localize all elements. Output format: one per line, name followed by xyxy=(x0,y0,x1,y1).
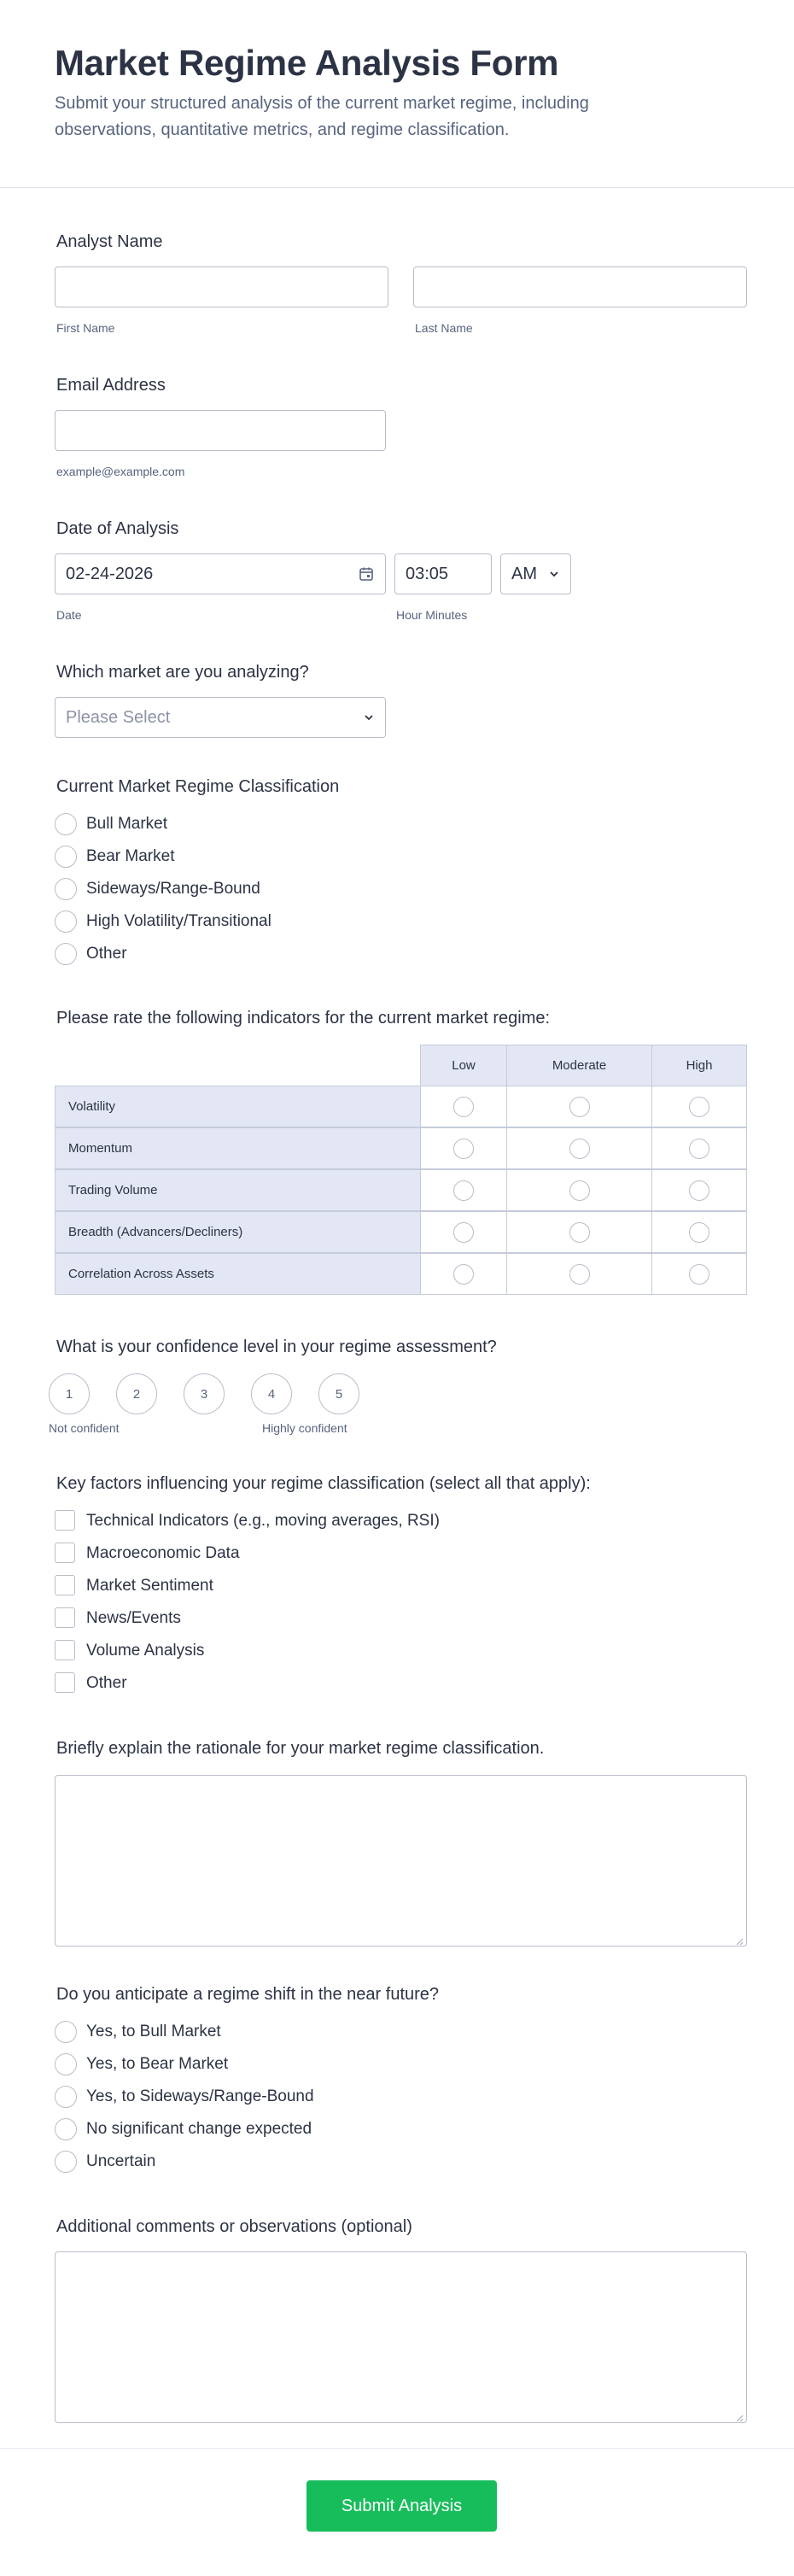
matrix-cell[interactable] xyxy=(651,1086,747,1127)
radio-button[interactable] xyxy=(453,1139,474,1159)
matrix-cell[interactable] xyxy=(506,1169,652,1211)
radio-button[interactable] xyxy=(569,1139,590,1159)
resize-handle-icon[interactable] xyxy=(735,2411,744,2420)
matrix-cell[interactable] xyxy=(651,1253,747,1295)
matrix-cell[interactable] xyxy=(651,1169,747,1211)
indicator-matrix xyxy=(55,1045,747,1300)
regime-option-label: Sideways/Range-Bound xyxy=(86,880,260,898)
matrix-col-low: Low xyxy=(420,1045,507,1086)
radio-button[interactable] xyxy=(55,943,77,965)
date-value: 02-24-2026 xyxy=(66,565,154,583)
scale-option-2[interactable]: 2 xyxy=(116,1373,157,1414)
radio-button[interactable] xyxy=(689,1264,709,1285)
time-sublabel: Hour Minutes xyxy=(396,608,468,622)
radio-button[interactable] xyxy=(55,910,77,933)
shift-label: Do you anticipate a regime shift in the near future? xyxy=(56,1985,440,2004)
radio-button[interactable] xyxy=(55,2118,77,2140)
first-name-sublabel: First Name xyxy=(56,321,115,335)
radio-button[interactable] xyxy=(689,1222,709,1243)
regime-label: Current Market Regime Classification xyxy=(56,777,340,796)
radio-button[interactable] xyxy=(453,1264,474,1285)
chevron-down-icon xyxy=(363,711,375,723)
email-sublabel: example@example.com xyxy=(56,465,185,478)
submit-button[interactable]: Submit Analysis xyxy=(307,2480,497,2532)
radio-button[interactable] xyxy=(689,1097,709,1117)
checkbox[interactable] xyxy=(55,1543,75,1563)
radio-button[interactable] xyxy=(689,1139,709,1159)
shift-option-label: Yes, to Bear Market xyxy=(86,2055,229,2073)
matrix-col-high: High xyxy=(651,1045,747,1086)
factor-option-label: News/Events xyxy=(86,1609,181,1627)
shift-option-label: Uncertain xyxy=(86,2152,156,2170)
radio-button[interactable] xyxy=(55,846,77,868)
chevron-down-icon xyxy=(548,568,560,580)
checkbox[interactable] xyxy=(55,1575,75,1595)
radio-button[interactable] xyxy=(453,1180,474,1201)
matrix-cell[interactable] xyxy=(420,1169,507,1211)
footer-divider xyxy=(0,2448,794,2449)
matrix-cell[interactable] xyxy=(651,1127,747,1169)
factor-option-label: Macroeconomic Data xyxy=(86,1544,240,1562)
radio-button[interactable] xyxy=(569,1097,590,1117)
matrix-row-label: Volatility xyxy=(55,1086,421,1127)
form-header xyxy=(0,0,794,188)
email-label: Email Address xyxy=(56,376,166,395)
factor-option-label: Technical Indicators (e.g., moving averages, RSI) xyxy=(86,1512,440,1530)
date-label: Date of Analysis xyxy=(56,519,179,538)
shift-option-label: Yes, to Bull Market xyxy=(86,2023,221,2040)
shift-option-label: Yes, to Sideways/Range-Bound xyxy=(86,2087,314,2105)
first-name-input[interactable] xyxy=(55,266,388,307)
matrix-row-label: Momentum xyxy=(55,1127,421,1169)
radio-button[interactable] xyxy=(569,1180,590,1201)
checkbox[interactable] xyxy=(55,1510,75,1531)
form-title: Market Regime Analysis Form xyxy=(55,43,559,83)
matrix-row-label: Correlation Across Assets xyxy=(55,1253,421,1295)
matrix-cell[interactable] xyxy=(506,1253,652,1295)
matrix-cell[interactable] xyxy=(420,1086,507,1127)
factor-option-label: Market Sentiment xyxy=(86,1577,213,1595)
radio-button[interactable] xyxy=(569,1222,590,1243)
checkbox[interactable] xyxy=(55,1640,75,1660)
checkbox[interactable] xyxy=(55,1607,75,1628)
matrix-col-moderate: Moderate xyxy=(506,1045,652,1086)
matrix-cell[interactable] xyxy=(506,1211,652,1253)
radio-button[interactable] xyxy=(453,1097,474,1117)
date-input[interactable] xyxy=(55,553,386,594)
rationale-textarea[interactable] xyxy=(55,1775,747,1947)
matrix-cell[interactable] xyxy=(420,1211,507,1253)
rationale-label: Briefly explain the rationale for your market regime classification. xyxy=(56,1739,545,1758)
radio-button[interactable] xyxy=(55,2086,77,2108)
scale-low-label: Not confident xyxy=(49,1421,120,1435)
matrix-row-label: Trading Volume xyxy=(55,1169,421,1211)
resize-handle-icon[interactable] xyxy=(735,1935,744,1943)
last-name-sublabel: Last Name xyxy=(415,321,473,335)
matrix-cell[interactable] xyxy=(420,1127,507,1169)
confidence-label: What is your confidence level in your regime assessment? xyxy=(56,1338,497,1356)
email-input[interactable] xyxy=(55,410,386,451)
shift-option-label: No significant change expected xyxy=(86,2120,312,2138)
scale-option-3[interactable]: 3 xyxy=(184,1373,225,1414)
matrix-cell[interactable] xyxy=(420,1253,507,1295)
market-placeholder: Please Select xyxy=(66,708,171,727)
radio-button[interactable] xyxy=(55,878,77,900)
regime-option-label: Bear Market xyxy=(86,847,175,865)
scale-option-5[interactable]: 5 xyxy=(318,1373,359,1414)
comments-label: Additional comments or observations (optional) xyxy=(56,2217,412,2236)
matrix-cell[interactable] xyxy=(651,1211,747,1253)
regime-option-label: Other xyxy=(86,945,127,963)
form-description: Submit your structured analysis of the current market regime, including observations, quantitative metrics, and regime classification. xyxy=(55,94,589,139)
checkbox[interactable] xyxy=(55,1672,75,1693)
radio-button[interactable] xyxy=(55,2021,77,2043)
market-select[interactable] xyxy=(55,697,386,738)
factors-label: Key factors influencing your regime classification (select all that apply): xyxy=(56,1474,591,1493)
ampm-select[interactable] xyxy=(500,553,571,594)
radio-button[interactable] xyxy=(453,1222,474,1243)
radio-button[interactable] xyxy=(55,2053,77,2075)
last-name-input[interactable] xyxy=(413,266,747,307)
date-sublabel: Date xyxy=(56,608,82,622)
scale-high-label: Highly confident xyxy=(262,1421,347,1435)
time-value: 03:05 xyxy=(406,565,449,583)
factor-option-label: Other xyxy=(86,1674,127,1692)
ampm-value: AM xyxy=(511,565,537,583)
analyst-name-label: Analyst Name xyxy=(56,232,163,251)
radio-button[interactable] xyxy=(569,1264,590,1285)
calendar-icon[interactable] xyxy=(358,565,375,583)
matrix-row-label: Breadth (Advancers/Decliners) xyxy=(55,1211,421,1253)
radio-button[interactable] xyxy=(55,813,77,835)
regime-option-label: High Volatility/Transitional xyxy=(86,912,271,930)
matrix-label: Please rate the following indicators for the current market regime: xyxy=(56,1009,551,1027)
scale-option-1[interactable]: 1 xyxy=(49,1373,90,1414)
scale-option-4[interactable]: 4 xyxy=(251,1373,292,1414)
regime-option-label: Bull Market xyxy=(86,815,168,833)
market-label: Which market are you analyzing? xyxy=(56,663,309,682)
radio-button[interactable] xyxy=(689,1180,709,1201)
matrix-cell[interactable] xyxy=(506,1127,652,1169)
matrix-cell[interactable] xyxy=(506,1086,652,1127)
radio-button[interactable] xyxy=(55,2151,77,2173)
factor-option-label: Volume Analysis xyxy=(86,1642,205,1660)
comments-textarea[interactable] xyxy=(55,2251,747,2423)
time-input[interactable] xyxy=(394,553,492,594)
